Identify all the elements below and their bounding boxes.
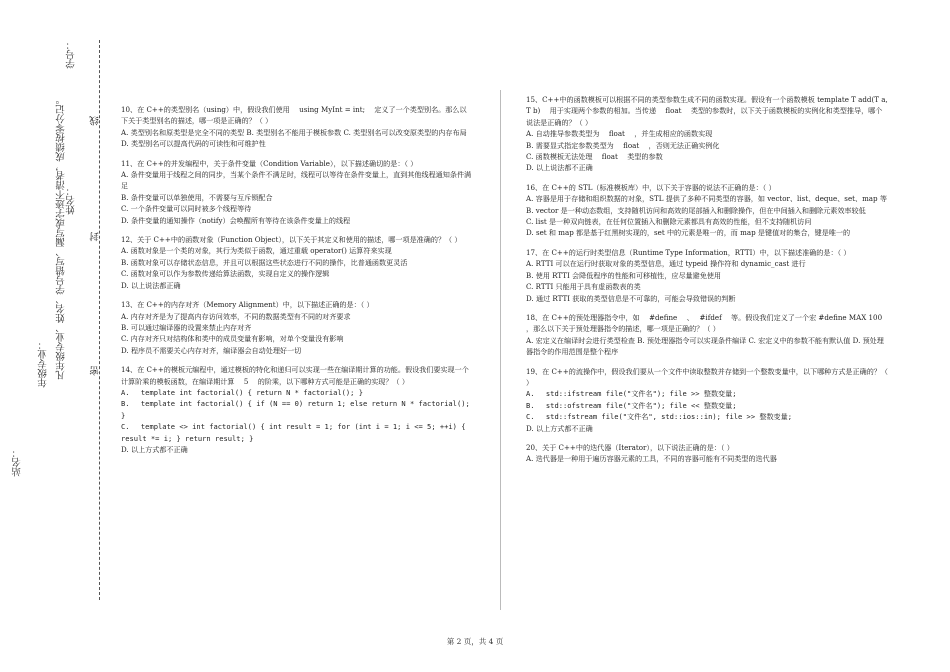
question-option: C. 函数模板无法处理 float 类型的参数 <box>526 152 663 162</box>
binding-seal-xian: 线 <box>90 116 101 126</box>
question-stem: 18、在 C++的预处理器指令中，如 #define 、 #ifdef 等。假设我们定义了一个宏 #define MAX 100 ，那么以下关于预处理器指令的描述，哪一项是正确的？（ ） <box>526 312 892 334</box>
question-11 <box>121 158 473 226</box>
question-option: C. 一个条件变量可以同时被多个线程等待 <box>121 204 252 214</box>
question-option: A. 函数对象是一个类的对象，其行为类似于函数，通过重载 operator() 运算符来实现 <box>121 246 392 256</box>
question-option: B. 条件变量可以单独使用，不需要与互斥锁配合 <box>121 192 273 202</box>
question-stem: 12、关于 C++中的函数对象（Function Object），以下关于其定义和使用的描述，哪一项是准确的？（ ） <box>121 235 462 245</box>
question-20 <box>526 442 888 465</box>
question-stem: 13、在 C++的内存对齐（Memory Alignment）中，以下描述正确的是：（ ） <box>121 300 374 310</box>
right-column <box>526 94 892 473</box>
question-option: A. 宏定义在编译时会进行类型检查 B. 预处理器指令可以实现条件编译 C. 宏定义中的参数不能有默认值 D. 预处理器指令的作用范围是整个程序 <box>526 335 884 357</box>
binding-seal-feng: 封 <box>90 232 101 242</box>
question-option: C. RTTI 只能用于具有虚函数表的类 <box>526 282 641 292</box>
question-option: A. 类型别名和原类型是完全不同的类型 B. 类型别名不能用于模板参数 C. 类型别名可以改变原类型的内存布局 D. 类型别名可以提高代码的可读性和可维护性 <box>121 127 467 149</box>
question-stem: 20、关于 C++中的迭代器（Iterator），以下说法正确的是：（ ） <box>526 442 734 452</box>
binding-name-label: 姓名： <box>66 186 77 215</box>
binding-station-label: 站名： <box>12 448 23 477</box>
column-divider <box>500 90 501 610</box>
question-16 <box>526 182 888 239</box>
question-12 <box>121 234 473 291</box>
question-18 <box>526 312 892 358</box>
question-option: C. template <> int factorial() { int result = 1; for (int i = 1; i <= 5; ++i) { result *= i; } return result; } <box>121 422 466 443</box>
question-option: C. std::fstream file("文件名", std::ios::in); file >> 整数变量; <box>526 412 793 422</box>
question-stem: 19、在 C++的流操作中，假设我们要从一个文件中读取整数并存储到一个整数变量中，以下哪种方式是正确的？（ ） <box>526 366 888 387</box>
question-14 <box>121 364 473 455</box>
question-option: C. list 是一种双向链表，在任何位置插入和删除元素都具有高效的性能，但不支持随机访问 <box>526 217 812 227</box>
question-option: A. template int factorial() { return N * factorial(); } <box>121 387 363 397</box>
question-option: B. vector 是一种动态数组，支持随机访问和高效的尾部插入和删除操作，但在中间插入和删除元素效率较低 <box>526 205 866 215</box>
binding-seal-mi: 密 <box>90 366 101 376</box>
question-stem: 16、在 C++的 STL（标准模板库）中，以下关于容器的说法不正确的是：（ ） <box>526 182 776 192</box>
question-option: D. 以上方式都不正确 <box>121 444 188 454</box>
question-17 <box>526 247 888 304</box>
question-10 <box>121 104 473 150</box>
question-option: D. 以上说法都正确 <box>121 280 181 290</box>
question-option: B. 函数对象可以存储状态信息，并且可以根据这些状态进行不同的操作，比普通函数更灵活 <box>121 257 408 267</box>
question-option: B. 使用 RTTI 会降低程序的性能和可移植性，应尽量避免使用 <box>526 270 722 280</box>
question-option: C. 内存对齐只对结构体和类中的成员变量有影响，对单个变量没有影响 <box>121 334 344 344</box>
question-19 <box>526 366 888 434</box>
question-option: A. RTTI 可以在运行时获取对象的类型信息，通过 typeid 操作符和 dynamic_cast 进行 <box>526 259 806 269</box>
question-stem: 14、在 C++的模板元编程中，通过模板的特化和递归可以实现一些在编译期计算的功能。假设我们要实现一个计算阶乘的模板函数，在编译期计算 5 的阶乘，以下哪种方式可能是正确的实现？（ ） <box>121 365 469 386</box>
binding-id-label: 学号： <box>66 40 77 69</box>
binding-margin <box>0 0 110 672</box>
question-option: B. std::ofstream file("文件名"); file << 整数变量; <box>526 400 737 410</box>
question-option: A. 迭代器是一种用于遍历容器元素的工具，不同的容器可能有不同类型的迭代器 <box>526 454 777 464</box>
question-option: D. 程序员不需要关心内存对齐，编译器会自动处理好一切 <box>121 345 302 355</box>
page-number-footer: 第 2 页，共 4 页 <box>446 637 504 646</box>
question-stem: 15、C++中的函数模板可以根据不同的类型参数生成不同的函数实现。假设有一个函数模板 template T add(T a, T b) 用于实现两个参数的相加。当传递 float 类型的参数时，以下关于函数模板的实例化和类型推导，哪个说法是正确的？（ ） <box>526 95 888 127</box>
question-option: D. set 和 map 都是基于红黑树实现的，set 中的元素是唯一的，而 map 是键值对的集合，键是唯一的 <box>526 228 851 238</box>
question-stem: 17、在 C++的运行时类型信息（Runtime Type Information，RTTI）中，以下描述准确的是：（ ） <box>526 247 851 257</box>
question-option: B. template int factorial() { if (N == 0) return 1; else return N * factorial(); } <box>121 399 470 420</box>
question-option: B. 需要显式指定参数类型为 float ，否则无法正确实例化 <box>526 140 720 150</box>
question-option: A. 条件变量用于线程之间的同步，当某个条件不满足时，线程可以等待在条件变量上，直到其他线程通知条件满足 <box>121 170 472 191</box>
question-stem: 11、在 C++的并发编程中，关于条件变量（Condition Variable），以下描述确切的是：（ ） <box>121 158 418 168</box>
question-option: C. 函数对象可以作为参数传递给算法函数，实现自定义的操作逻辑 <box>121 269 330 279</box>
question-option: A. 自动推导参数类型为 float ，并生成相应的函数实现 <box>526 129 713 139</box>
question-option: D. 以上方式都不正确 <box>526 423 593 433</box>
question-option: D. 以上说法都不正确 <box>526 163 593 173</box>
question-option: A. 内存对齐是为了提高内存访问效率，不同的数据类型有不同的对齐要求 <box>121 311 351 321</box>
left-column <box>121 104 473 463</box>
question-option: D. 通过 RTTI 获取的类型信息是不可靠的，可能会导致错误的判断 <box>526 293 736 303</box>
binding-major-label: 年级专业： <box>38 340 49 388</box>
question-option: A. 容器是用于存储和组织数据的对象，STL 提供了多种不同类型的容器，如 vector、list、deque、set、map 等 <box>526 194 887 204</box>
question-stem: 10、在 C++的类型别名（using）中，假设我们使用 using MyInt = int; 定义了一个类型别名。那么以下关于类型别名的描述，哪一项是正确的？（ ） <box>121 105 467 126</box>
question-13 <box>121 299 473 356</box>
question-15 <box>526 94 888 174</box>
question-option: A. std::ifstream file("文件名"); file >> 整数变量; <box>526 389 737 399</box>
question-option: B. 可以通过编译器的设置来禁止内存对齐 <box>121 322 252 332</box>
binding-warning-note: 凡年级专业、姓名、学号错写、漏写或字迹不清者，成绩按零分记。 <box>56 95 67 380</box>
question-option: D. 条件变量的通知操作（notify）会唤醒所有等待在该条件变量上的线程 <box>121 215 351 225</box>
